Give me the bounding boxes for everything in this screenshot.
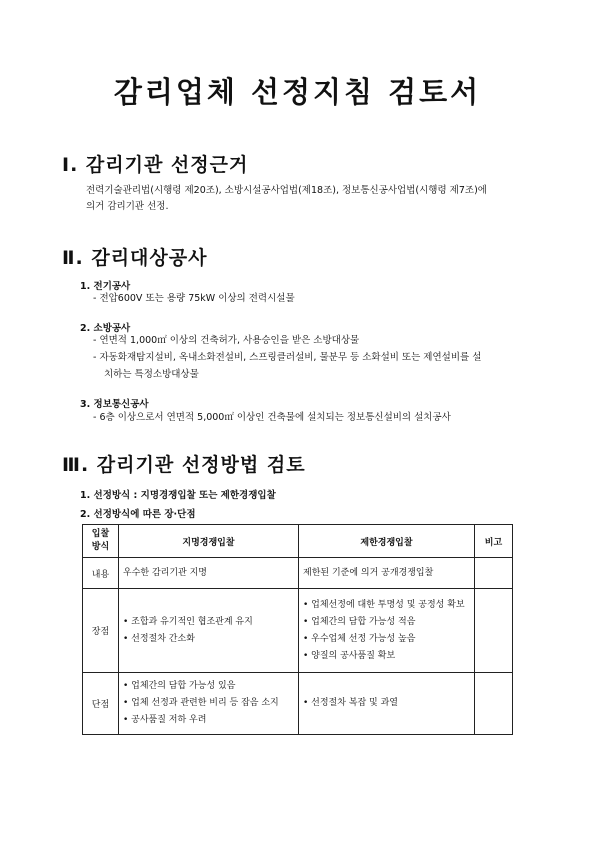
section-2-heading: Ⅱ. 감리대상공사 (62, 247, 208, 269)
table-row-pros (83, 589, 513, 673)
cell-designated (119, 589, 299, 673)
fire-item-1: - 연면적 1,000㎡ 이상의 건축허가, 사용승인을 받은 소방대상물 (93, 335, 360, 346)
table-row-cons (83, 673, 513, 735)
cell-line: • 양질의 공사품질 확보 (303, 650, 396, 661)
row-category: 내용 (83, 558, 119, 589)
pros-cons-heading: 2. 선정방식에 따른 장·단점 (80, 509, 196, 520)
cell-line: • 업체간의 담합 가능성 있음 (123, 681, 236, 691)
cell-line: • 업체선정에 대한 투명성 및 공정성 확보 (303, 599, 465, 610)
selection-method: 1. 선정방식 : 지명경쟁입찰 또는 제한경쟁입찰 (80, 490, 276, 501)
row-category: 단점 (83, 673, 119, 735)
cell-line: • 업체간의 담합 가능성 적음 (303, 616, 416, 627)
cell-restricted (299, 673, 475, 735)
cell-line: • 공사품질 저하 우려 (123, 715, 207, 725)
cell-designated (119, 673, 299, 735)
subsection-telecom: 3. 정보통신공사 (80, 399, 149, 410)
telecom-item-1: - 6층 이상으로서 연면적 5,000㎡ 이상인 건축물에 설치되는 정보통신설비의 설치공사 (93, 412, 451, 423)
cell-line: • 우수업체 선정 가능성 높음 (303, 633, 416, 644)
cell-line: • 선정절차 간소화 (123, 633, 195, 644)
header-designated-bid: 지명경쟁입찰 (119, 525, 299, 558)
section-1-body (86, 183, 487, 215)
table-row-content (83, 558, 513, 589)
cell-note (475, 558, 513, 589)
subsection-fire: 2. 소방공사 (80, 323, 131, 334)
section-1-line-1: 전력기술관리법(시행령 제20조), 소방시설공사업법(제18조), 정보통신공사업법(시행령 제7조)에 (86, 185, 487, 196)
cell-restricted (299, 558, 475, 589)
cell-line: • 업체 선정과 관련한 비리 등 잡음 소지 (123, 698, 279, 708)
fire-item-2-cont: 치하는 특정소방대상물 (104, 369, 199, 380)
row-category: 장점 (83, 589, 119, 673)
section-3-heading: Ⅲ. 감리기관 선정방법 검토 (62, 454, 306, 476)
table-header-row (83, 525, 513, 558)
electric-item-1: - 전압600V 또는 용량 75kW 이상의 전력시설물 (93, 293, 295, 304)
cell-note (475, 673, 513, 735)
cell-designated (119, 558, 299, 589)
cell-restricted (299, 589, 475, 673)
subsection-electric: 1. 전기공사 (80, 281, 131, 292)
cell-line: 우수한 감리기관 지명 (123, 567, 207, 578)
section-1-line-2: 의거 감리기관 선정. (86, 201, 169, 212)
header-restricted-bid: 제한경쟁입찰 (299, 525, 475, 558)
comparison-table (82, 524, 513, 735)
cell-note (475, 589, 513, 673)
cell-line: 제한된 기준에 의거 공개경쟁입찰 (303, 567, 434, 578)
section-1-heading: Ⅰ. 감리기관 선정근거 (62, 154, 249, 176)
document-title: 감리업체 선정지침 검토서 (113, 75, 482, 109)
header-remarks: 비고 (475, 525, 513, 558)
header-method: 입찰 방식 (83, 525, 119, 558)
cell-line: • 선정절차 복잡 및 과열 (303, 698, 398, 708)
cell-line: • 조합과 유기적인 협조관계 유지 (123, 616, 253, 627)
fire-item-2: - 자동화재탐지설비, 옥내소화전설비, 스프링클러설비, 물분무 등 소화설비 또는 제연설비를 설 (93, 352, 482, 363)
